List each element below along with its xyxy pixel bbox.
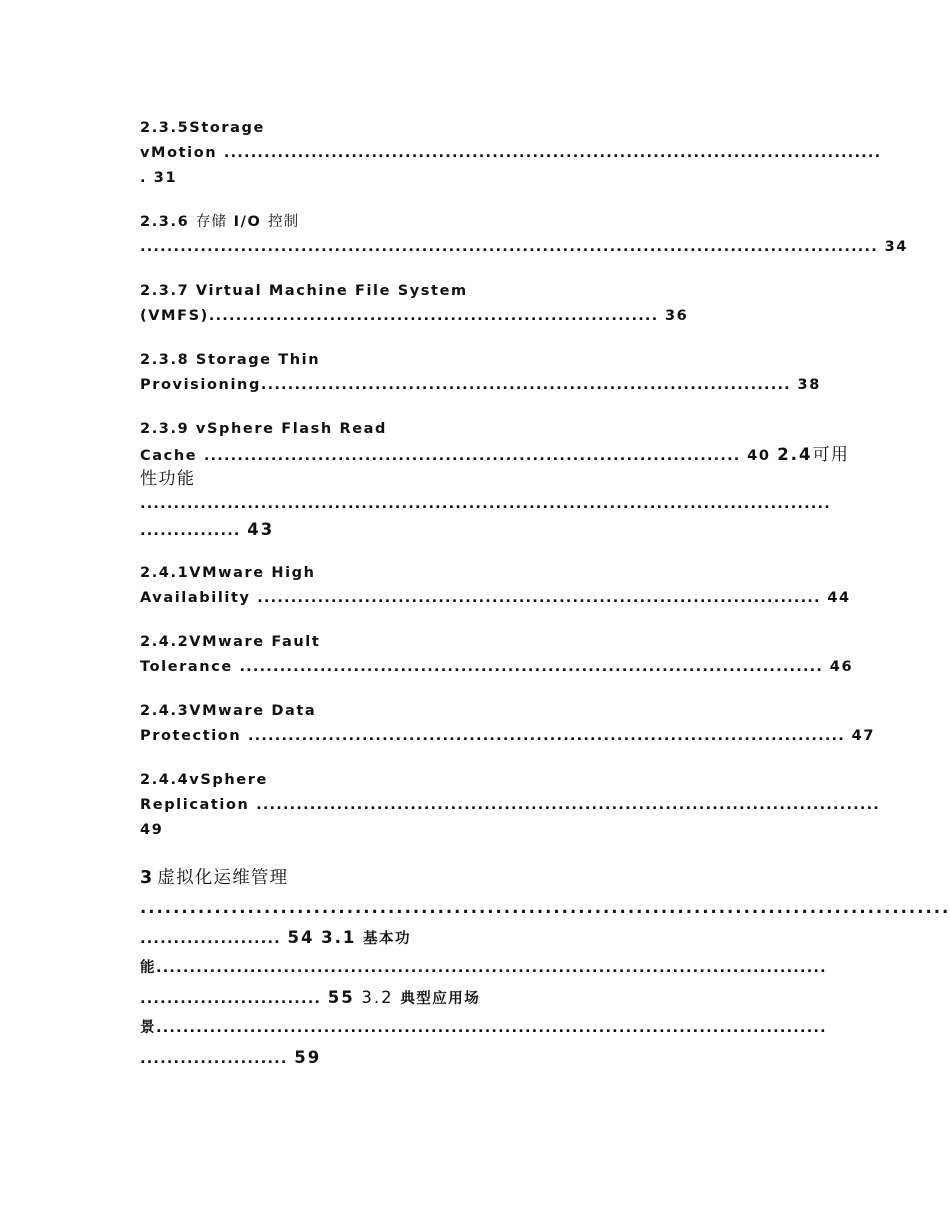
toc-entry-leader-line — [140, 655, 854, 680]
dot-leader: .................................................................................................... — [156, 1020, 827, 1036]
toc-entry-page-number: 44 — [827, 590, 851, 606]
toc-entry-leader-line — [140, 304, 812, 329]
toc-section-title: 典型应用场 — [400, 991, 481, 1007]
toc-entry-title: 2.3.9 vSphere Flash Read — [140, 421, 388, 437]
toc-entry-label: Availability — [140, 590, 258, 606]
dot-leader: .............................................................................................................. — [140, 239, 878, 255]
dot-leader: ....................................................................................................... — [140, 496, 831, 512]
toc-entry-page-number: 36 — [664, 308, 689, 324]
toc-entry-leader-line — [140, 724, 876, 749]
dot-leader: ....................................................................................... — [239, 659, 824, 675]
toc-entry-page-number: 40 — [747, 448, 771, 464]
toc-entry-leader-line — [140, 923, 812, 953]
toc-entry-label: Provisioning — [140, 377, 261, 393]
toc-chapter-number: 3 — [140, 868, 154, 888]
toc-chapter-3[interactable] — [140, 863, 950, 1073]
toc-entry-page-number: . 31 — [140, 170, 178, 186]
toc-section-title: 性功能 — [140, 469, 196, 489]
dot-leader: ................................................................... — [208, 308, 659, 324]
toc-entry-label: Replication — [140, 797, 257, 813]
dot-leader: ..................... — [140, 931, 281, 947]
toc-entry-leader-line — [140, 893, 950, 923]
dot-leader: ......................................................................................... — [247, 728, 845, 744]
toc-entry-title: 2.3.8 Storage Thin — [140, 352, 321, 368]
toc-section-page-number: 59 — [294, 1048, 322, 1067]
toc-section-title: 景 — [140, 1020, 156, 1036]
toc-chapter-page-number: 54 — [287, 928, 315, 947]
toc-entry-label: Tolerance — [140, 659, 240, 675]
toc-section-page-number: 43 — [247, 520, 275, 539]
toc-entry-leader-line — [140, 793, 881, 818]
toc-entry-2-3-7[interactable] — [140, 279, 812, 329]
toc-entry-leader-line — [140, 517, 812, 542]
toc-entry-leader-line — [140, 983, 812, 1013]
toc-entry-label: Protection — [140, 728, 248, 744]
toc-entry-2-4-1[interactable] — [140, 561, 851, 611]
toc-section-number: 3.1 — [321, 928, 357, 947]
toc-entry-2-4-4[interactable] — [140, 768, 881, 843]
dot-leader: ............... — [140, 523, 241, 539]
dot-leader: .................................................................................................... — [156, 960, 827, 976]
toc-section-number: 3.2 — [361, 988, 394, 1007]
dot-leader: ...................... — [140, 1051, 288, 1067]
dot-leader: ................................................................................ — [203, 448, 741, 464]
toc-entry-title: 2.3.5Storage — [140, 120, 265, 136]
toc-entry-leader-line — [140, 1013, 827, 1043]
toc-section-title: 能 — [140, 960, 156, 976]
toc-entry-title-cn: 存储 — [195, 214, 227, 230]
dot-leader: ............................................................................... — [260, 377, 791, 393]
toc-entry-2-3-9[interactable] — [140, 417, 850, 542]
toc-section-title: 基本功 — [363, 931, 412, 947]
dot-leader: ........................... — [140, 991, 322, 1007]
toc-entry-leader-line — [140, 953, 827, 983]
toc-entry-leader-line — [140, 141, 882, 166]
toc-entry-page-number: 49 — [140, 822, 164, 838]
toc-entry-2-3-6[interactable] — [140, 210, 908, 260]
toc-entry-title-io: I/O — [233, 214, 262, 230]
toc-entry-title: 2.4.3VMware Data — [140, 703, 317, 719]
dot-leader: .................................................................................................. — [223, 145, 882, 161]
toc-entry-leader-line — [140, 235, 908, 260]
toc-entry-number: 2.3.6 — [140, 214, 190, 230]
toc-entry-leader-line — [140, 586, 851, 611]
toc-entry-label: (VMFS) — [140, 308, 209, 324]
dot-leader: .................................................................................... — [257, 590, 821, 606]
toc-entry-title: 2.4.1VMware High — [140, 565, 316, 581]
toc-chapter-title — [140, 863, 812, 893]
toc-page — [140, 116, 950, 1073]
toc-entry-2-3-5[interactable] — [140, 116, 882, 191]
toc-chapter-name: 虚拟化运维管理 — [157, 868, 289, 888]
toc-entry-page-number: 47 — [851, 728, 876, 744]
toc-entry-label: Cache — [140, 448, 204, 464]
toc-entry-page-number: 46 — [829, 659, 854, 675]
toc-entry-page-number: 34 — [884, 239, 908, 255]
toc-entry-title — [140, 210, 812, 235]
toc-entry-title-cn: 控制 — [268, 214, 300, 230]
toc-section-title-cont — [140, 467, 812, 492]
toc-section-number: 2.4 — [777, 445, 813, 464]
toc-entry-leader-line — [140, 1043, 812, 1073]
toc-section-title: 可用 — [812, 445, 850, 465]
toc-entry-page-number: 38 — [797, 377, 821, 393]
dot-leader: ............................................................................................. — [256, 797, 881, 813]
toc-section-page-number: 55 — [327, 988, 355, 1007]
toc-entry-title: 2.3.7 Virtual Machine File System — [140, 283, 468, 299]
toc-entry-leader-line — [140, 492, 831, 517]
toc-entry-title: 2.4.2VMware Fault — [140, 634, 321, 650]
toc-entry-title: 2.4.4vSphere — [140, 772, 268, 788]
toc-entry-label: vMotion — [140, 145, 224, 161]
toc-entry-leader-line — [140, 442, 850, 467]
toc-entry-2-4-2[interactable] — [140, 630, 854, 680]
toc-entry-leader-line — [140, 373, 821, 398]
dot-leader: .................................................................................................. — [140, 898, 950, 917]
toc-entry-2-4-3[interactable] — [140, 699, 876, 749]
toc-entry-2-3-8[interactable] — [140, 348, 821, 398]
